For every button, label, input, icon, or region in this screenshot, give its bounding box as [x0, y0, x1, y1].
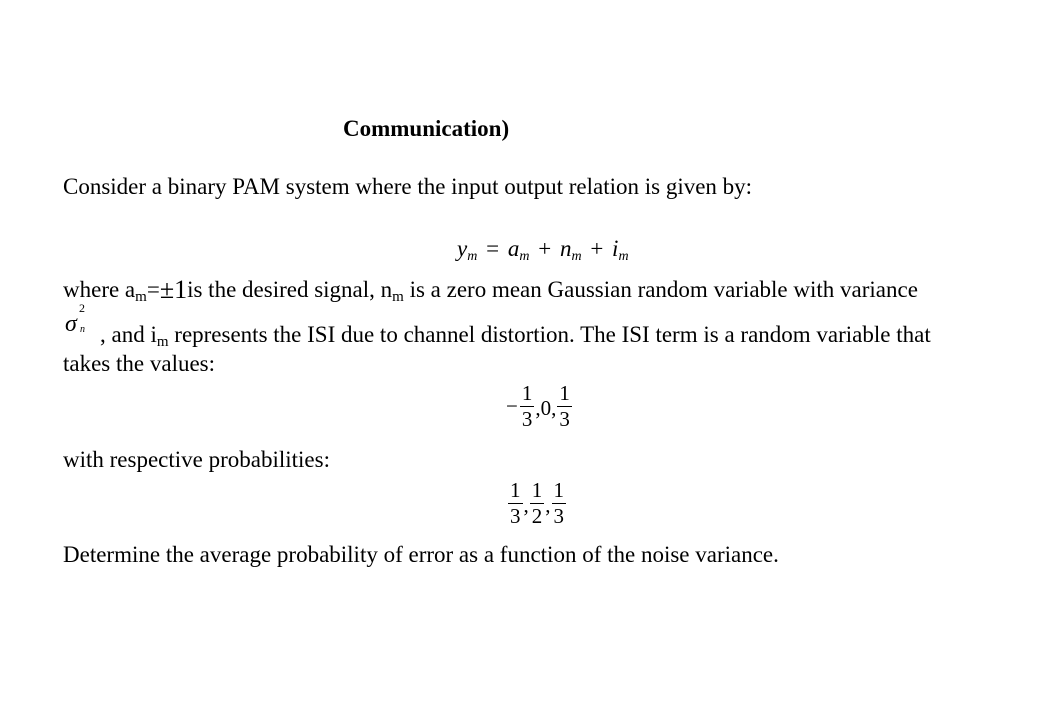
isi-values [506, 383, 572, 430]
n-sub-m: m [392, 289, 404, 305]
fraction-numerator: 1 [531, 478, 543, 502]
i-sub-m: m [156, 334, 169, 350]
equals-sign: = [146, 277, 160, 302]
prob-one-half [530, 480, 545, 527]
isi-text: represents the ISI due to channel distortion. The ISI term is a random variable that [168, 322, 931, 347]
signal-description-line [63, 276, 918, 305]
sigma-subscript: n [80, 324, 85, 335]
plus-minus-sign: ± [159, 275, 175, 304]
desired-signal-text: is the desired signal, n [187, 277, 393, 302]
eq-i: i [612, 236, 619, 261]
a-sub-m: m [135, 289, 147, 305]
prob-one-third-b [552, 480, 567, 527]
eq-n: n [559, 236, 572, 261]
fraction-numerator: 1 [510, 478, 521, 502]
zero-separator: ,0, [535, 396, 557, 420]
fraction-denominator: 3 [510, 504, 521, 528]
where-a-text: where a [63, 277, 136, 302]
fraction-numerator: 1 [559, 381, 570, 405]
eq-a: a [507, 236, 520, 261]
and-i-text: , and i [100, 322, 157, 347]
prob-one-third-a [508, 480, 523, 527]
fraction-one-third [557, 383, 572, 430]
eq-n-sub: m [571, 249, 582, 264]
comma-separator: , [523, 493, 529, 517]
eq-y: y [457, 236, 468, 261]
section-title: Communication) [343, 116, 510, 141]
one-value: 1 [174, 275, 188, 304]
eq-plus-2: + [590, 236, 604, 261]
negative-sign: − [506, 394, 518, 418]
fraction-denominator: 3 [559, 407, 570, 431]
eq-y-sub: m [467, 249, 478, 264]
question-line: Determine the average probability of error as a function of the noise variance. [63, 542, 779, 567]
eq-i-sub: m [618, 249, 629, 264]
sigma-symbol: σ [65, 311, 77, 337]
takes-values-line: takes the values: [63, 351, 216, 376]
gaussian-text: is a zero mean Gaussian random variable with variance [403, 277, 918, 302]
fraction-numerator: 1 [553, 478, 564, 502]
eq-equals: = [486, 236, 500, 261]
fraction-neg-one-third [520, 383, 535, 430]
sigma-n-squared [65, 301, 85, 337]
sigma-superscript: 2 [79, 301, 85, 315]
eq-plus-1: + [538, 236, 552, 261]
fraction-denominator: 3 [553, 504, 564, 528]
eq-a-sub: m [519, 249, 530, 264]
fraction-denominator: 2 [531, 504, 543, 528]
intro-paragraph: Consider a binary PAM system where the input output relation is given by: [63, 174, 753, 199]
fraction-denominator: 3 [521, 407, 533, 431]
comma-separator: , [545, 493, 551, 517]
probabilities-line: with respective probabilities: [63, 447, 330, 472]
probability-values [508, 480, 566, 527]
fraction-numerator: 1 [521, 381, 533, 405]
isi-description-line [100, 322, 931, 350]
io-relation-equation [457, 236, 629, 262]
